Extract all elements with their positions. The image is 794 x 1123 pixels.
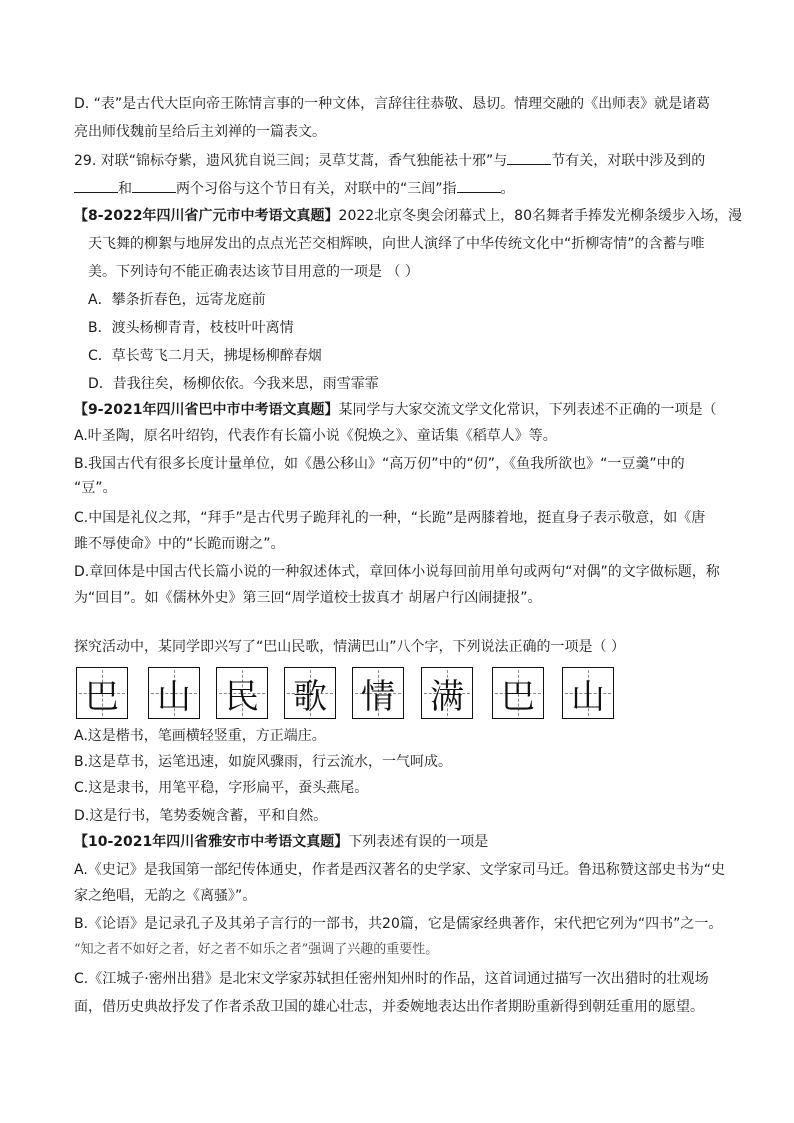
question-source: 【10-2021年四川省雅安市中考语文真题】 bbox=[74, 834, 349, 850]
calligraphy-cell: 巴 bbox=[492, 667, 544, 719]
option-c: C.《江城子·密州出猎》是北宋文学家苏轼担任密州知州时的作品，这首词通过描写一次出猎时的壮观场 bbox=[74, 971, 709, 987]
answer-blank[interactable] bbox=[132, 178, 176, 193]
option-d-text: D. “表”是古代大臣向帝王陈情言事的一种文体，言辞往往恭敬、恳切。情理交融的《出师表》就是诸葛 bbox=[74, 96, 711, 112]
question-29: 29. 对联“锦标夺紫，遗风犹自说三闾；灵草艾蒿，香气独能祛十邪”与 节有关，对联中涉及到的 bbox=[74, 150, 705, 171]
question-29-cont: 和 两个习俗与这个节日有关，对联中的“三闾”指 。 bbox=[74, 178, 515, 199]
calligraphy-cell: 巴 bbox=[76, 667, 128, 719]
option-d-text-cont: 亮出师伐魏前呈给后主刘禅的一篇表文。 bbox=[74, 124, 326, 140]
calligraphy-cell: 歌 bbox=[284, 667, 336, 719]
option-a: A.这是楷书，笔画横轻竖重，方正端庄。 bbox=[74, 728, 326, 744]
option-a: A.《史记》是我国第一部纪传体通史，作者是西汉著名的史学家、文学家司马迁。鲁迅称赞这部史书为“史 bbox=[74, 862, 726, 878]
option-b: B.《论语》是记录孔子及其弟子言行的一部书，共20篇，它是儒家经典著作，宋代把它列为“四书”之一。 bbox=[74, 916, 723, 932]
calligraphy-grid bbox=[76, 667, 726, 721]
exploration-question: 探究活动中，某同学即兴写了“巴山民歌，情满巴山”八个字，下列说法正确的一项是（ ） bbox=[74, 639, 625, 655]
option-a: A.叶圣陶，原名叶绍钧，代表作有长篇小说《倪焕之》、童话集《稻草人》等。 bbox=[74, 428, 557, 444]
question-8-cont: 天飞舞的柳絮与地屏发出的点点光芒交相辉映，向世人演绎了中华传统文化中“折柳寄情”的含蓄与唯 bbox=[88, 236, 705, 252]
option-b: B.我国古代有很多长度计量单位，如《愚公移山》“高万仞”中的“仞”，《鱼我所欲也》“一豆羹”中的 bbox=[74, 456, 685, 472]
option-d: D.章回体是中国古代长篇小说的一种叙述体式，章回体小说每回前用单句或两句“对偶”的文字做标题，称 bbox=[74, 564, 720, 580]
calligraphy-cell: 情 bbox=[352, 667, 404, 719]
answer-blank[interactable] bbox=[507, 150, 551, 165]
question-9: 【9-2021年四川省巴中市中考语文真题】某同学与大家交流文学文化常识，下列表述不正确的一项是（ bbox=[74, 402, 717, 418]
option-c: C．草长莺飞二月天，拂堤杨柳醉春烟 bbox=[88, 348, 322, 364]
option-d: D．昔我往矣，杨柳依依。今我来思，雨雪霏霏 bbox=[88, 376, 379, 392]
question-source: 【8-2022年四川省广元市中考语文真题】 bbox=[74, 208, 339, 224]
option-b-cont: “知之者不如好之者，好之者不如乐之者”强调了兴趣的重要性。 bbox=[74, 942, 439, 957]
option-a-cont: 家之绝唱，无韵之《离骚》”。 bbox=[74, 888, 257, 904]
option-c-cont: 雎不辱使命》中的“长跪而谢之”。 bbox=[74, 536, 285, 552]
option-a: A．攀条折春色，远寄龙庭前 bbox=[88, 292, 266, 308]
question-10: 【10-2021年四川省雅安市中考语文真题】下列表述有误的一项是 bbox=[74, 834, 489, 850]
answer-blank[interactable] bbox=[74, 178, 118, 193]
calligraphy-cell: 山 bbox=[148, 667, 200, 719]
option-b: B．渡头杨柳青青，枝枝叶叶离情 bbox=[88, 320, 294, 336]
question-source: 【9-2021年四川省巴中市中考语文真题】 bbox=[74, 402, 339, 418]
question-8: 【8-2022年四川省广元市中考语文真题】2022北京冬奥会闭幕式上，80名舞者手捧发光柳条缓步入场，漫 bbox=[74, 208, 742, 224]
option-b: B.这是草书，运笔迅速，如旋风骤雨，行云流水，一气呵成。 bbox=[74, 754, 453, 770]
option-b-cont: “豆”。 bbox=[74, 480, 117, 496]
option-d-cont: 为“回目”。如《儒林外史》第三回“周学道校士拔真才 胡屠户行凶闹捷报”。 bbox=[74, 590, 542, 606]
calligraphy-cell: 满 bbox=[421, 667, 473, 719]
calligraphy-cell: 民 bbox=[216, 667, 268, 719]
question-8-cont: 美。下列诗句不能正确表达该节目用意的一项是 （ ） bbox=[88, 264, 419, 280]
option-c-cont: 面，借历史典故抒发了作者杀敌卫国的雄心壮志，并委婉地表达出作者期盼重新得到朝廷重用的愿望。 bbox=[74, 999, 704, 1015]
option-c: C.中国是礼仪之邦，“拜手”是古代男子跪拜礼的一种，“长跪”是两膝着地，挺直身子表示敬意，如《唐 bbox=[74, 510, 706, 526]
option-c: C.这是隶书，用笔平稳，字形扁平，蚕头燕尾。 bbox=[74, 780, 369, 796]
calligraphy-cell: 山 bbox=[562, 667, 614, 719]
answer-blank[interactable] bbox=[457, 178, 501, 193]
option-d: D.这是行书，笔势委婉含蓄，平和自然。 bbox=[74, 808, 328, 824]
